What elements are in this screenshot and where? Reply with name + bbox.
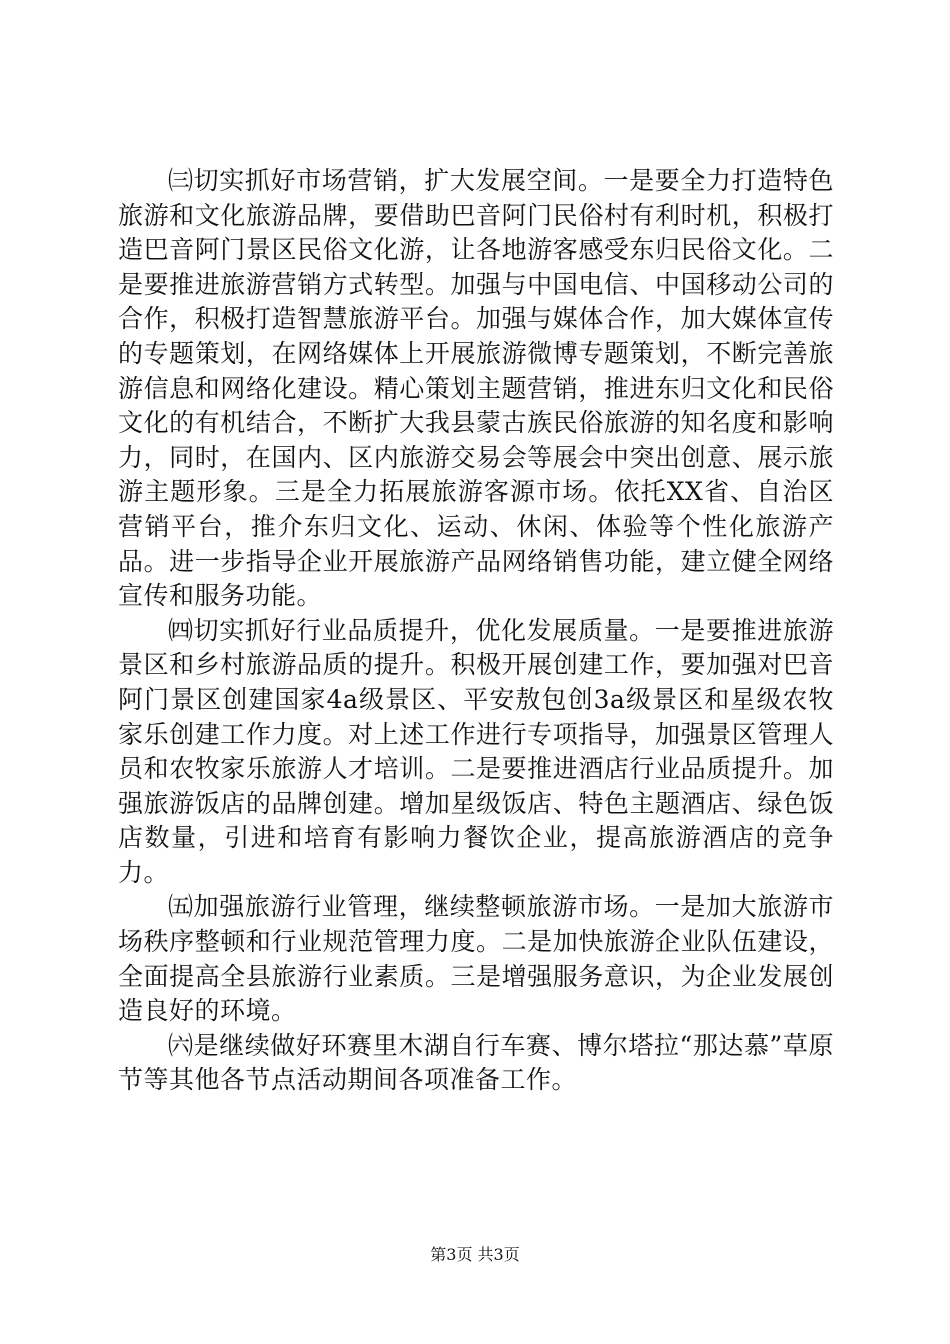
document-body	[118, 164, 834, 1098]
paragraph-marketing: ㈢切实抓好市场营销，扩大发展空间。一是要全力打造特色旅游和文化旅游品牌，要借助巴音阿门民俗村有利时机，积极打造巴音阿门景区民俗文化游，让各地游客感受东归民俗文化。二是要推进旅游营销方式转型。加强与中国电信、中国移动公司的合作，积极打造智慧旅游平台。加强与媒体合作，加大媒体宣传的专题策划，在网络媒体上开展旅游微博专题策划，不断完善旅游信息和网络化建设。精心策划主题营销，推进东归文化和民俗文化的有机结合，不断扩大我县蒙古族民俗旅游的知名度和影响力，同时，在国内、区内旅游交易会等展会中突出创意、展示旅游主题形象。三是全力拓展旅游客源市场。依托XX省、自治区营销平台，推介东归文化、运动、休闲、体验等个性化旅游产品。进一步指导企业开展旅游产品网络销售功能，建立健全网络宣传和服务功能。	[118, 166, 834, 611]
paragraph-management: ㈤加强旅游行业管理，继续整顿旅游市场。一是加大旅游市场秩序整顿和行业规范管理力度。二是加快旅游企业队伍建设，全面提高全县旅游行业素质。三是增强服务意识，为企业发展创造良好的环境。	[118, 892, 834, 1026]
paragraph-quality: ㈣切实抓好行业品质提升，优化发展质量。一是要推进旅游景区和乡村旅游品质的提升。积极开展创建工作，要加强对巴音阿门景区创建国家4a级景区、平安敖包创3a级景区和星级农牧家乐创建工作力度。对上述工作进行专项指导，加强景区管理人员和农牧家乐旅游人才培训。二是要推进酒店行业品质提升。加强旅游饭店的品牌创建。增加星级饭店、特色主题酒店、绿色饭店数量，引进和培育有影响力餐饮企业，提高旅游酒店的竞争力。	[118, 615, 834, 887]
paragraph-events: ㈥是继续做好环赛里木湖自行车赛、博尔塔拉“那达慕”草原节等其他各节点活动期间各项准备工作。	[118, 1030, 834, 1095]
page-number-footer: 第3页 共3页	[430, 1245, 520, 1264]
